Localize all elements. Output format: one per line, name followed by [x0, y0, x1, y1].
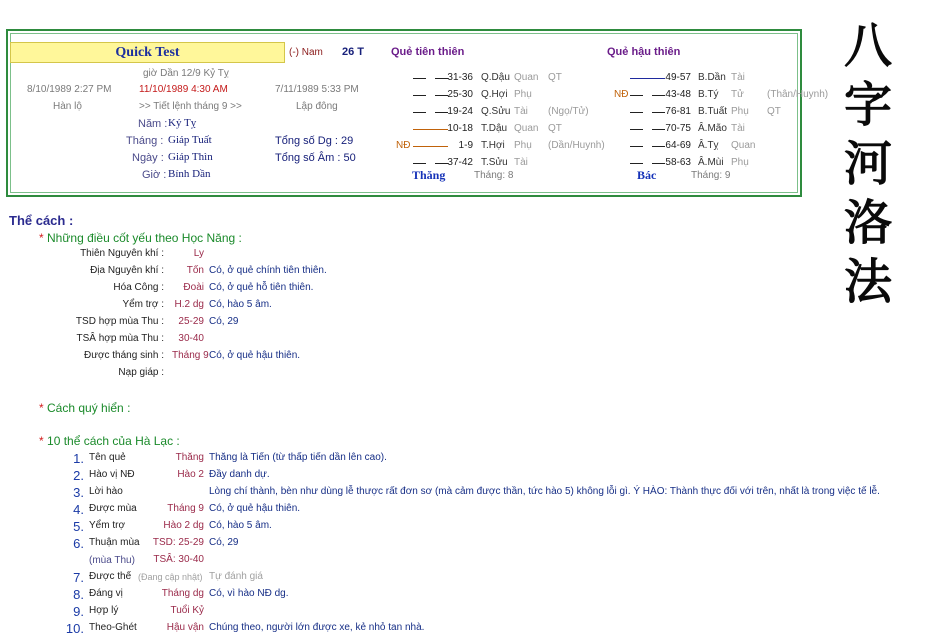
item-desc: Có, ở quẻ hậu thiên. [209, 350, 301, 361]
item-number: 5. [73, 519, 84, 534]
item-name: Được mùa [89, 503, 137, 514]
extra: (Ngọ/Tử) [548, 106, 589, 117]
section-hoc-nang: * Những điều cốt yếu theo Học Năng : [39, 231, 242, 245]
yang-line [630, 78, 665, 79]
day-label: Ngày : [132, 152, 164, 164]
item-name: Đáng vị [89, 588, 123, 599]
item-value: Tháng dg [161, 588, 204, 599]
marker: NĐ [396, 140, 411, 151]
item-name: Theo-Ghét [89, 622, 137, 633]
item-value: Đoài [183, 282, 204, 293]
item-desc: Có, ở quẻ hỗ tiên thiên. [209, 282, 314, 293]
que-tien-thien-month: Tháng: 8 [474, 170, 514, 181]
item-name: Được thế [89, 571, 132, 582]
branch: B.Tuất [698, 106, 728, 117]
que-hau-thien-month: Tháng: 9 [691, 170, 731, 181]
item-value: H.2 dg [174, 299, 204, 310]
item-desc: Đầy danh dự. [209, 469, 270, 480]
item-number: 2. [73, 468, 84, 483]
hour-value: Bính Dần [168, 168, 211, 180]
section-ha-lac-title: 10 thể cách của Hà Lạc : [47, 434, 180, 448]
item-value: Tuổi Kỷ [170, 605, 204, 616]
item-name: Lời hào [89, 486, 123, 497]
relation: Phụ [731, 106, 749, 117]
item-desc: Tự đánh giá [209, 571, 263, 582]
item-desc: Lòng chí thành, bèn như dùng lễ thược rất đơn sơ (mà cảm được thần, tức hào 5) không lỗi gì. Ý HÀO: Thành thực đối với trên, nhất là trong việc tế lễ. [209, 486, 880, 497]
range: 76-81 [665, 106, 691, 117]
item-value: Hào 2 [177, 469, 204, 480]
item-value: 30-40 [178, 333, 204, 344]
range: 10-18 [447, 123, 473, 134]
item-number: 3. [73, 485, 84, 500]
range: 37-42 [447, 157, 473, 168]
extra: (Thân/Huynh) [767, 89, 829, 100]
item-value: 25-29 [178, 316, 204, 327]
item-name: Yểm trợ : [122, 299, 164, 310]
item-desc: Có, 29 [209, 316, 239, 327]
item-name: Thiên Nguyên khí : [80, 248, 164, 259]
yin-line-left [630, 146, 643, 147]
item-value: Tháng 9 [172, 350, 209, 361]
range: 19-24 [447, 106, 473, 117]
branch: B.Dần [698, 72, 726, 83]
item-value: Hậu vận [166, 622, 204, 633]
relation: Tài [731, 72, 745, 83]
item-name: (mùa Thu) [89, 555, 135, 566]
item-number: 10. [65, 621, 84, 636]
nav-month-link[interactable]: >> Tiết lệnh tháng 9 >> [139, 101, 242, 112]
yin-line-left [630, 129, 643, 130]
relation: Phụ [731, 157, 749, 168]
que-hau-thien-name: Bác [637, 168, 657, 182]
item-name: Được tháng sinh : [84, 350, 164, 361]
item-name: Yểm trợ [89, 520, 126, 531]
item-number: 1. [73, 451, 84, 466]
item-name: Nạp giáp : [118, 367, 164, 378]
item-number: 4. [73, 502, 84, 517]
date-next[interactable]: 7/11/1989 5:33 PM [275, 84, 359, 95]
section-ha-lac: * 10 thể cách của Hà Lạc : [39, 434, 180, 448]
yin-line-left [413, 95, 426, 96]
item-desc: Có, hào 5 âm. [209, 299, 272, 310]
calligraphy-char: 河 [844, 136, 893, 192]
relation: Quan [514, 72, 539, 83]
section-hoc-nang-title: Những điều cốt yếu theo Học Năng : [47, 231, 242, 245]
term-next: Lập đông [296, 101, 338, 112]
section-quy-hien: * Cách quý hiển : [39, 401, 131, 415]
range: 1-9 [458, 140, 473, 151]
item-name: Hào vị NĐ [89, 469, 135, 480]
age-label: 26 T [342, 46, 365, 58]
item-name: Hóa Công : [113, 282, 164, 293]
calligraphy-char: 法 [844, 254, 893, 310]
month-label: Tháng : [126, 135, 164, 147]
extra: QT [548, 123, 562, 134]
yang-line [413, 146, 448, 147]
item-number: 9. [73, 604, 84, 619]
yin-line-left [630, 112, 643, 113]
branch: B.Tý [698, 89, 719, 100]
item-value: Tốn [186, 265, 204, 276]
item-desc: Chúng theo, người lớn được xe, kẻ nhỏ tan nhà. [209, 622, 425, 633]
range: 25-30 [447, 89, 473, 100]
relation: Tử [731, 89, 744, 100]
year-value: Kỷ Tỵ [168, 117, 197, 129]
section-quy-hien-title: Cách quý hiển : [47, 401, 131, 415]
item-number: 6. [73, 536, 84, 551]
item-note: (Đang cập nhật) [138, 572, 203, 582]
range: 58-63 [665, 157, 691, 168]
yin-line-left [413, 163, 426, 164]
relation: Tài [514, 106, 528, 117]
branch: T.Sửu [481, 157, 508, 168]
branch: T.Hợi [481, 140, 505, 151]
branch: Â.Tỵ [698, 140, 719, 151]
yin-line-left [630, 163, 643, 164]
month-value: Giáp Tuất [168, 134, 212, 146]
range: 31-36 [447, 72, 473, 83]
extra: QT [767, 106, 781, 117]
que-tien-thien-name: Thăng [412, 168, 446, 182]
the-cach-heading: Thể cách : [9, 213, 74, 228]
term-prev: Hàn lộ [53, 101, 82, 112]
que-tien-thien-title: Quẻ tiên thiên [391, 46, 465, 58]
item-desc: Có, ở quẻ chính tiên thiên. [209, 265, 327, 276]
item-desc: Thăng là Tiến (từ thấp tiến dần lên cao). [209, 452, 387, 463]
date-prev[interactable]: 8/10/1989 2:27 PM [27, 84, 112, 95]
item-desc: Có, hào 5 âm. [209, 520, 272, 531]
item-desc: Có, 29 [209, 537, 239, 548]
branch: Q.Hợi [481, 89, 508, 100]
range: 64-69 [665, 140, 691, 151]
item-name: Hợp lý [89, 605, 119, 616]
item-name: Tên quẻ [89, 452, 126, 463]
item-name: TSD hợp mùa Thu : [75, 316, 164, 327]
item-value: Thăng [175, 452, 204, 463]
calligraphy-char: 洛 [844, 195, 893, 251]
lunar-hour-line: giờ Dần 12/9 Kỷ Tỵ [143, 68, 229, 79]
relation: Phụ [514, 140, 532, 151]
relation: Phụ [514, 89, 532, 100]
hour-label: Giờ : [142, 169, 167, 181]
item-name: Địa Nguyên khí : [90, 265, 164, 276]
item-number: 7. [73, 570, 84, 585]
total-duong: Tổng số Dg : 29 [275, 135, 354, 147]
yin-line-left [413, 112, 426, 113]
item-value: Hào 2 dg [163, 520, 204, 531]
yang-line [413, 129, 448, 130]
range: 43-48 [665, 89, 691, 100]
branch: Q.Dậu [481, 72, 510, 83]
relation: Quan [731, 140, 756, 151]
marker: NĐ [614, 89, 629, 100]
item-value: TSÂ: 30-40 [153, 554, 204, 565]
year-label: Năm : [138, 118, 168, 130]
item-name: Thuận mùa [89, 537, 140, 548]
branch: Q.Sửu [481, 106, 511, 117]
item-number: 8. [73, 587, 84, 602]
item-desc: Có, ở quẻ hậu thiên. [209, 503, 301, 514]
yin-line-left [630, 95, 643, 96]
calligraphy-title [840, 18, 900, 318]
calligraphy-char: 字 [844, 77, 893, 133]
relation: Quan [514, 123, 539, 134]
item-value: Tháng 9 [167, 503, 204, 514]
item-name: TSÂ hợp mùa Thu : [76, 333, 164, 344]
extra: QT [548, 72, 562, 83]
item-value: TSD: 25-29 [152, 537, 204, 548]
branch: T.Dậu [481, 123, 508, 134]
relation: Tài [514, 157, 528, 168]
yin-line-left [413, 78, 426, 79]
range: 49-57 [665, 72, 691, 83]
que-hau-thien-title: Quẻ hậu thiên [607, 46, 681, 58]
branch: Â.Mùi [698, 157, 724, 168]
branch: Â.Mão [698, 123, 727, 134]
day-value: Giáp Thìn [168, 151, 213, 163]
item-desc: Có, vì hào NĐ dg. [209, 588, 289, 599]
gender-label: (-) Nam [289, 47, 323, 58]
range: 70-75 [665, 123, 691, 134]
calligraphy-char: 八 [844, 18, 893, 74]
item-value: Ly [193, 248, 204, 259]
date-current[interactable]: 11/10/1989 4:30 AM [139, 84, 228, 95]
extra: (Dần/Huynh) [548, 140, 605, 151]
quick-test-title[interactable]: Quick Test [10, 42, 285, 63]
total-am: Tổng số Âm : 50 [275, 152, 356, 164]
relation: Tài [731, 123, 745, 134]
